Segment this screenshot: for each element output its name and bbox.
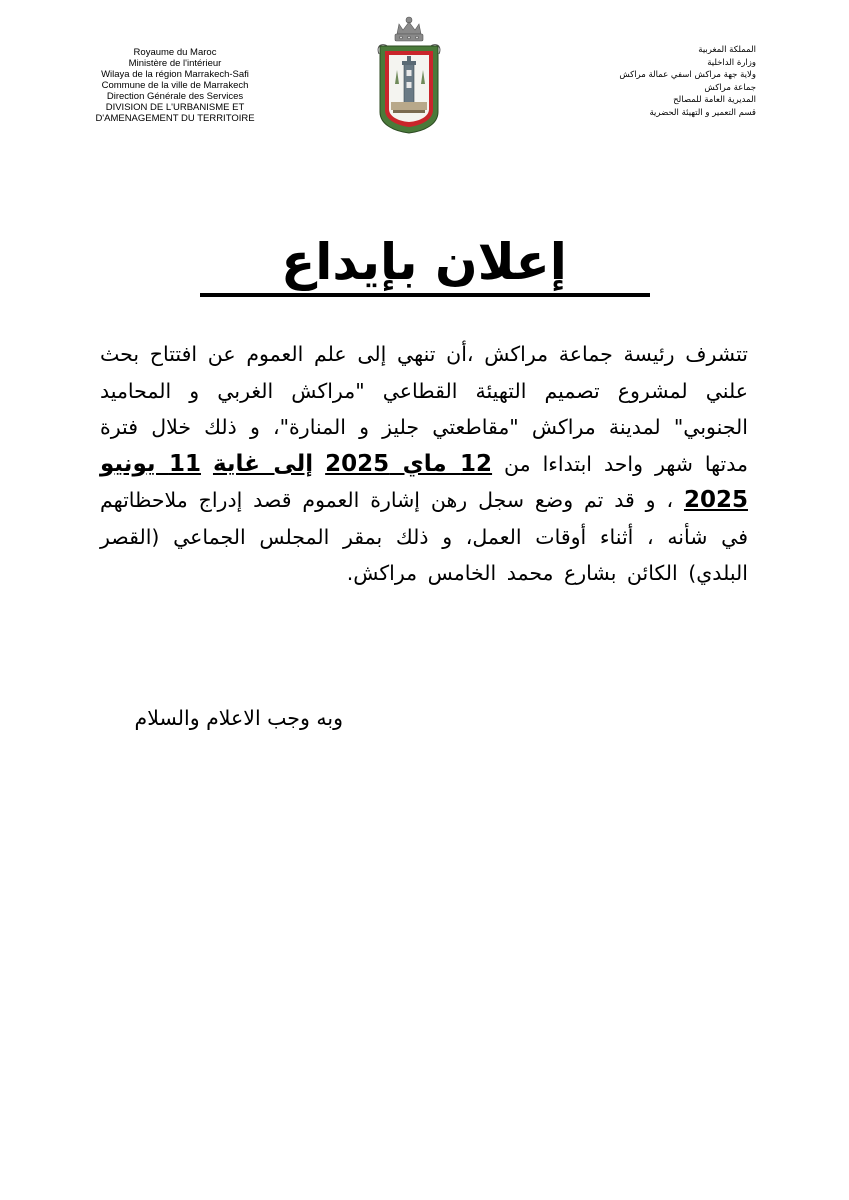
coat-of-arms-emblem: [373, 14, 445, 136]
header-ar-line: وزارة الداخلية: [707, 57, 756, 68]
header-fr-line: Commune de la ville de Marrakech: [101, 80, 249, 91]
header-ar-line: جماعة مراكش: [704, 82, 756, 93]
date-end: 11 يونيو 2025: [100, 450, 748, 513]
header-ar-line: المملكة المغربية: [698, 45, 756, 55]
header-french-block: [70, 47, 280, 124]
header-fr-line: D'AMENAGEMENT DU TERRITOIRE: [95, 113, 255, 124]
header-fr-line: Royaume du Maroc: [133, 47, 217, 58]
body-part-3: ، و قد تم وضع سجل رهن إشارة العموم قصد إدراج ملاحظاتهم في شأنه ، أثناء أوقات العمل، و ذلك بمقر المجلس الجماعي (القصر البلدي) الكائن بشارع محمد الخامس مراكش.: [100, 488, 748, 585]
notice-title: إعلان بإيداع: [281, 233, 567, 291]
header-fr-line: Ministère de l'intérieur: [128, 58, 222, 69]
header-fr-line: Wilaya de la région Marrakech-Safi: [101, 69, 249, 80]
body-part-2: إلى غاية: [212, 450, 314, 477]
closing-line: وبه وجب الاعلام والسلام: [134, 706, 343, 730]
header-fr-line: DIVISION DE L'URBANISME ET: [105, 102, 245, 113]
header-ar-line: المديرية العامة للمصالح: [673, 95, 756, 105]
date-start: 12 ماي 2025: [325, 450, 493, 477]
header-ar-line: قسم التعمير و التهيئة الحضرية: [649, 107, 756, 118]
notice-body: [100, 336, 748, 592]
body-part-1: تتشرف رئيسة جماعة مراكش ،أن تنهي إلى علم العموم عن افتتاح بحث علني لمشروع تصميم التهيئة القطاعي "مراكش الغربي و المحاميد الجنوبي" لمدينة مراكش "مقاطعتي جليز و المنارة"، و ذلك خلال فترة مدتها شهر واحد ابتداءا من: [100, 342, 748, 476]
header-fr-line: Direction Générale des Services: [106, 91, 244, 102]
header-arabic-block: [516, 44, 756, 119]
header-ar-line: ولاية جهة مراكش اسفي عمالة مراكش: [619, 70, 756, 80]
title-underline: [200, 293, 650, 297]
